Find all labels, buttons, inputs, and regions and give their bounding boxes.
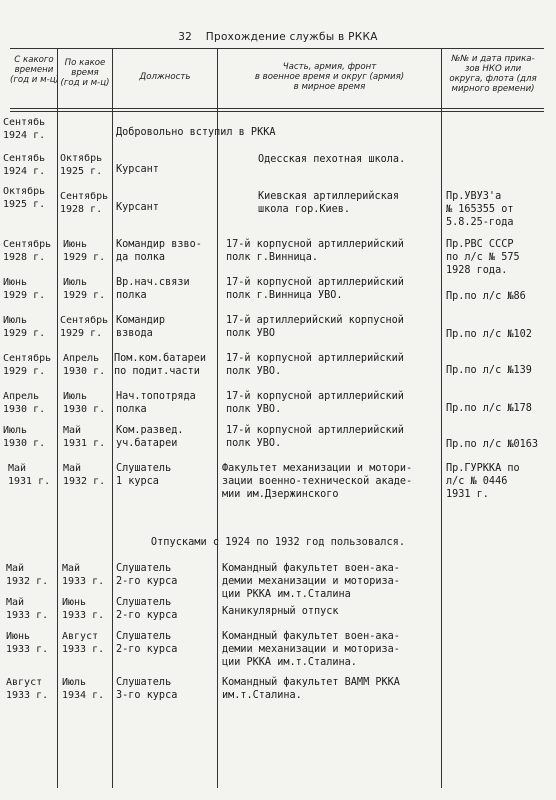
column-header-unit: Часть, армия, фронт в военное время и округ (армия) в мирное время [254, 62, 405, 92]
column-header-from: С какого времени (год и м-ц) [10, 55, 59, 85]
row-7-from: Сентябрь 1929 г. [3, 353, 52, 377]
row-7-unit: 17-й корпусной артиллерийский полк УВО. [226, 353, 404, 377]
row-1-from: Сентябь 1924 г. [3, 117, 46, 141]
row-8-to: Июль 1930 г. [63, 391, 106, 415]
row-10-unit: Факультет механизации и мотори- зации военно-технической акаде- мии им.Дзержинского [222, 463, 413, 500]
row-6-to: Сентябрь 1929 г. [60, 315, 109, 339]
table-top-rule [10, 48, 544, 49]
row-9-to: Май 1931 г. [63, 425, 106, 449]
row-14-position: Слушатель 3-го курса [116, 677, 178, 701]
row-12-to: Июнь 1933 г. [62, 597, 105, 621]
row-3-unit: Киевская артиллерийская школа гор.Киев. [258, 191, 400, 215]
row-10-order: Пр.ГУРККА по л/с № 0446 1931 г. [446, 463, 520, 500]
row-12-from: Май 1933 г. [6, 597, 49, 621]
header-double-rule [10, 111, 544, 112]
row-9-from: Июль 1930 г. [3, 425, 46, 449]
row-2-position: Курсант [116, 164, 159, 175]
row-14-to: Июль 1934 г. [62, 677, 105, 701]
row-10-position: Слушатель 1 курса [116, 463, 172, 487]
row-11-unit: Командный факультет воен-ака- демии механизации и моториза- ции РККА им.т.Сталина [222, 563, 400, 600]
column-divider [441, 48, 442, 788]
row-8-from: Апрель 1930 г. [3, 391, 46, 415]
row-6-order: Пр.по л/с №102 [446, 329, 532, 340]
row-4-unit: 17-й корпусной артиллерийский полк г.Винница. [226, 239, 404, 263]
row-6-from: Июль 1929 г. [3, 315, 46, 339]
row-12-position: Слушатель 2-го курса [116, 597, 178, 621]
row-9-unit: 17-й корпусной артиллерийский полк УВО. [226, 425, 404, 449]
page-number: 32 [178, 31, 193, 43]
row-13-to: Август 1933 г. [62, 631, 105, 655]
row-3-from: Октябрь 1925 г. [3, 186, 46, 210]
row-2-to: Октябрь 1925 г. [60, 153, 103, 177]
row-1-position: Добровольно вступил в РККА [116, 127, 276, 138]
row-3-to: Сентябрь 1928 г. [60, 191, 109, 215]
column-header-position: Должность [139, 72, 191, 82]
row-10-from: Май 1931 г. [8, 463, 51, 487]
row-11-position: Слушатель 2-го курса [116, 563, 178, 587]
row-6-unit: 17-й артиллерийский корпусной полк УВО [226, 315, 404, 339]
column-divider [217, 48, 218, 788]
row-8-position: Нач.топотряда полка [116, 391, 196, 415]
row-14-from: Август 1933 г. [6, 677, 49, 701]
column-divider [112, 48, 113, 788]
page-title [0, 31, 556, 43]
row-8-unit: 17-й корпусной артиллерийский полк УВО. [226, 391, 404, 415]
row-5-position: Вр.нач.связи полка [116, 277, 190, 301]
row-9-order: Пр.по л/с №0163 [446, 439, 539, 450]
row-13-unit: Командный факультет воен-ака- демии механизации и моториза- ции РККА им.т.Сталина. [222, 631, 400, 668]
row-7-position: Пом.ком.батареи по подит.части [114, 353, 207, 377]
row-8-order: Пр.по л/с №178 [446, 403, 532, 414]
row-3-position: Курсант [116, 202, 159, 213]
row-4-from: Сентябрь 1928 г. [3, 239, 52, 263]
row-5-unit: 17-й корпусной артиллерийский полк г.Винница УВО. [226, 277, 404, 301]
row-5-from: Июнь 1929 г. [3, 277, 46, 301]
column-header-to: По какое время (год и м-ц) [60, 58, 110, 88]
row-4-order: Пр.РВС СССР по л/с № 575 1928 года. [446, 239, 520, 276]
row-6-position: Командир взвода [116, 315, 166, 339]
row-9-position: Ком.развед. уч.батареи [116, 425, 184, 449]
row-11-to: Май 1933 г. [62, 563, 105, 587]
row-4-to: Июнь 1929 г. [63, 239, 106, 263]
row-13-position: Слушатель 2-го курса [116, 631, 178, 655]
row-7-order: Пр.по л/с №139 [446, 365, 532, 376]
row-2-unit: Одесская пехотная школа. [258, 154, 406, 165]
row-3-order: Пр.УВУЗ'а № 165355 от 5.8.25-года [446, 191, 514, 228]
column-header-order: №№ и дата прика- зов НКО или округа, флота (для мирного времени) [449, 54, 537, 94]
row-7-to: Апрель 1930 г. [63, 353, 106, 377]
header-bottom-rule [10, 108, 544, 109]
row-4-position: Командир взво- да полка [116, 239, 202, 263]
row-14-unit: Командный факультет ВАММ РККА им.т.Сталина. [222, 677, 400, 701]
leave-note: Отпусками с 1924 по 1932 год пользовался. [150, 536, 406, 548]
row-10-to: Май 1932 г. [63, 463, 106, 487]
row-5-order: Пр.по л/с №86 [446, 291, 526, 302]
row-12-unit: Каникулярный отпуск [222, 606, 339, 617]
page-heading: Прохождение службы в РККА [205, 31, 378, 43]
row-5-to: Июль 1929 г. [63, 277, 106, 301]
column-divider [57, 48, 58, 788]
row-11-from: Май 1932 г. [6, 563, 49, 587]
row-2-from: Сентябь 1924 г. [3, 153, 46, 177]
row-13-from: Июнь 1933 г. [6, 631, 49, 655]
